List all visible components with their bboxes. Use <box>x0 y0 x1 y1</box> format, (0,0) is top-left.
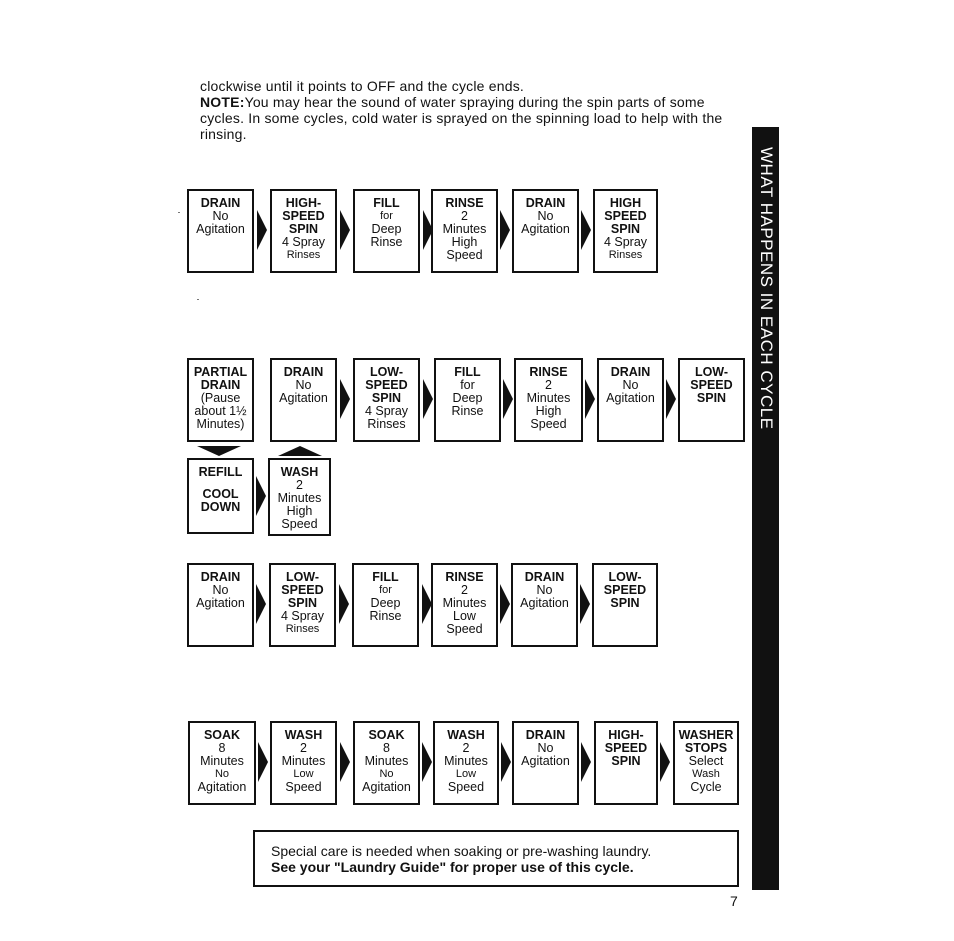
step-title: FILL <box>373 196 400 210</box>
arrow-right-icon <box>501 742 511 782</box>
step-line: No <box>212 583 229 597</box>
step-title: LOW- <box>694 365 729 379</box>
step-title: DRAIN <box>200 570 241 584</box>
step-line: Minutes <box>442 222 487 236</box>
arrow-right-icon <box>339 584 349 624</box>
intro-text <box>200 78 745 142</box>
cycle-step-drain <box>511 563 578 647</box>
step-line: SPIN <box>610 596 640 610</box>
step-line: SPEED <box>281 583 324 597</box>
step-line: Agitation <box>521 222 570 236</box>
step-line: Speed <box>446 248 483 262</box>
note-text: You may hear the sound of water spraying during the spin parts of some cycles. In some cycles, cold water is sprayed on the spinning load to help with the rinsing. <box>200 94 723 142</box>
step-line: SPIN <box>696 391 727 405</box>
step-title: WASH <box>284 728 323 742</box>
step-line: STOPS <box>684 741 728 755</box>
step-line: Rinses <box>608 249 643 261</box>
page-number: 7 <box>730 893 738 909</box>
step-line: No <box>295 378 312 392</box>
arrow-right-icon <box>503 379 513 419</box>
step-line: SPIN <box>288 222 319 236</box>
speck <box>197 299 199 300</box>
step-line: Wash <box>692 768 720 780</box>
step-title: PARTIAL <box>193 365 248 379</box>
special-care-note <box>253 830 739 887</box>
step-line: Rinse <box>370 235 403 249</box>
step-line: Agitation <box>521 754 570 768</box>
step-line: Agitation <box>197 780 247 794</box>
arrow-right-icon <box>585 379 595 419</box>
step-title: DRAIN <box>525 196 566 210</box>
arrow-right-icon <box>340 742 350 782</box>
cycle-step-high-speed-spin <box>270 189 337 273</box>
step-line: SPEED <box>604 209 647 223</box>
arrow-right-icon <box>581 210 591 250</box>
step-line: No <box>537 209 554 223</box>
step-line: Rinses <box>367 417 406 431</box>
step-line: 8 <box>383 741 390 755</box>
step-title: DRAIN <box>610 365 651 379</box>
arrow-down-icon <box>197 446 241 456</box>
step-line: Agitation <box>362 780 411 794</box>
step-line: Agitation <box>196 596 245 610</box>
cycle-step-fill <box>434 358 501 442</box>
step-line: Agitation <box>196 222 245 236</box>
arrow-right-icon <box>581 742 591 782</box>
cycle-step-washer-stops <box>673 721 739 805</box>
cycle-step-fill <box>353 189 420 273</box>
step-line: Agitation <box>279 391 328 405</box>
step-line: Minutes <box>364 754 409 768</box>
step-line: Speed <box>281 517 318 531</box>
arrow-right-icon <box>257 210 267 250</box>
step-title: RINSE <box>529 365 568 379</box>
cycle-step-wash <box>270 721 337 805</box>
arrow-right-icon <box>666 379 676 419</box>
step-title: DRAIN <box>525 728 566 742</box>
step-line: 2 <box>300 741 307 755</box>
step-line: SPEED <box>690 378 733 392</box>
arrow-right-icon <box>422 742 432 782</box>
step-line: SPIN <box>611 754 641 768</box>
step-line: SPIN <box>287 596 318 610</box>
step-title: SOAK <box>368 728 405 742</box>
step-title: HIGH- <box>608 728 644 742</box>
step-line: SPIN <box>371 391 402 405</box>
step-line: Low <box>293 768 314 780</box>
step-line: SPIN <box>610 222 641 236</box>
step-title: REFILL <box>198 465 243 479</box>
step-line: (Pause <box>200 391 241 405</box>
cycle-step-rinse <box>431 563 498 647</box>
arrow-up-icon <box>278 446 322 456</box>
step-line: 4 Spray <box>280 609 325 623</box>
step-line: Rinses <box>285 623 320 635</box>
arrow-right-icon <box>660 742 670 782</box>
step-line: Speed <box>447 780 485 794</box>
cycle-step-drain <box>512 189 579 273</box>
step-line: DRAIN <box>200 378 241 392</box>
arrow-right-icon <box>340 210 350 250</box>
note-label: NOTE: <box>200 94 245 110</box>
arrow-right-icon <box>423 379 433 419</box>
arrow-right-icon <box>258 742 268 782</box>
step-line: Speed <box>446 622 483 636</box>
step-title: HIGH <box>609 196 642 210</box>
cycle-step-low-speed-spin <box>269 563 336 647</box>
step-line: Minutes <box>444 754 488 768</box>
step-title: WASH <box>280 465 319 479</box>
step-line: about 1½ <box>194 404 247 418</box>
step-line: 2 <box>461 209 468 223</box>
step-title: SOAK <box>203 728 241 742</box>
step-line: SPEED <box>604 741 648 755</box>
step-line: SPEED <box>603 583 647 597</box>
step-line: SPEED <box>282 209 325 223</box>
step-line: Deep <box>452 391 483 405</box>
step-line: Select <box>688 754 724 768</box>
step-line: 4 Spray <box>281 235 326 249</box>
step-title: FILL <box>372 570 399 584</box>
step-line: Agitation <box>520 596 569 610</box>
cycle-step-fill <box>352 563 419 647</box>
step-line: Minutes <box>277 491 322 505</box>
step-line: Low <box>453 609 476 623</box>
step-line: No <box>214 768 230 780</box>
cycle-step-partial-drain <box>187 358 254 442</box>
cycle-step-high-speed-spin <box>593 189 658 273</box>
step-line: No <box>537 741 554 755</box>
step-line: 4 Spray <box>603 235 648 249</box>
cycle-step-refill <box>187 458 254 534</box>
cycle-step-drain <box>187 189 254 273</box>
step-line: Rinse <box>369 609 402 623</box>
cycle-step-low-speed-spin <box>592 563 658 647</box>
step-line: 4 Spray <box>364 404 409 418</box>
step-line: Minutes <box>200 754 244 768</box>
arrow-right-icon <box>500 210 510 250</box>
step-line: 2 <box>545 378 552 392</box>
cycle-step-soak <box>353 721 420 805</box>
step-line: Speed <box>530 417 567 431</box>
cycle-step-wash <box>268 458 331 536</box>
cycle-step-rinse <box>431 189 498 273</box>
arrow-right-icon <box>500 584 510 624</box>
cycle-step-rinse <box>514 358 583 442</box>
cycle-step-wash <box>433 721 499 805</box>
care-line: Special care is needed when soaking or pre-washing laundry. <box>271 843 652 859</box>
step-title: LOW- <box>285 570 320 584</box>
step-line: Cycle <box>690 780 722 794</box>
arrow-right-icon <box>256 584 266 624</box>
step-line: for <box>379 584 392 596</box>
cycle-step-drain <box>187 563 254 647</box>
step-line: 2 <box>296 478 303 492</box>
step-title: RINSE <box>445 570 484 584</box>
step-line: Rinses <box>286 249 321 261</box>
step-line: DOWN <box>200 500 241 514</box>
step-line: 2 <box>462 741 470 755</box>
step-line: Minutes) <box>196 417 245 431</box>
care-line-bold: See your "Laundry Guide" for proper use of this cycle. <box>271 859 634 875</box>
step-title: HIGH- <box>285 196 322 210</box>
step-title: WASHER <box>678 728 734 742</box>
cycle-step-low-speed-spin <box>353 358 420 442</box>
cycle-step-low-speed-spin <box>678 358 745 442</box>
step-title: DRAIN <box>200 196 241 210</box>
arrow-right-icon <box>580 584 590 624</box>
step-line: Minutes <box>526 391 571 405</box>
cycle-step-drain <box>270 358 337 442</box>
step-line: Minutes <box>281 754 326 768</box>
step-line: No <box>379 768 394 780</box>
cycle-step-high-speed-spin <box>594 721 658 805</box>
step-line: Low <box>455 768 477 780</box>
step-line: 2 <box>461 583 468 597</box>
step-line: Minutes <box>442 596 487 610</box>
sidebar-label: WHAT HAPPENS IN EACH CYCLE <box>757 147 776 430</box>
step-line: 8 <box>218 741 226 755</box>
step-line: High <box>286 504 313 518</box>
step-line: No <box>622 378 639 392</box>
step-title: DRAIN <box>283 365 324 379</box>
step-line: SPEED <box>365 378 408 392</box>
cycle-step-drain <box>597 358 664 442</box>
step-title: WASH <box>447 728 485 742</box>
step-line: No <box>536 583 553 597</box>
intro-line: clockwise until it points to OFF and the cycle ends. <box>200 78 524 94</box>
step-line: for <box>460 378 475 392</box>
note-paragraph <box>200 94 745 142</box>
step-line: Speed <box>285 780 322 794</box>
step-title: LOW- <box>608 570 642 584</box>
step-line: No <box>212 209 229 223</box>
cycle-step-soak <box>188 721 256 805</box>
step-title: RINSE <box>445 196 484 210</box>
step-line: COOL <box>202 487 239 501</box>
arrow-right-icon <box>256 476 266 516</box>
step-line: High <box>535 404 562 418</box>
step-line: Deep <box>371 222 402 236</box>
speck <box>178 212 180 213</box>
step-line: Deep <box>370 596 401 610</box>
arrow-right-icon <box>340 379 350 419</box>
step-line: Rinse <box>451 404 484 418</box>
section-sidebar-tab <box>752 127 779 890</box>
step-title: FILL <box>454 365 481 379</box>
step-title: LOW- <box>369 365 404 379</box>
step-line: Agitation <box>606 391 655 405</box>
step-title: DRAIN <box>524 570 565 584</box>
cycle-step-drain <box>512 721 579 805</box>
step-line: for <box>380 210 393 222</box>
step-line: High <box>451 235 478 249</box>
